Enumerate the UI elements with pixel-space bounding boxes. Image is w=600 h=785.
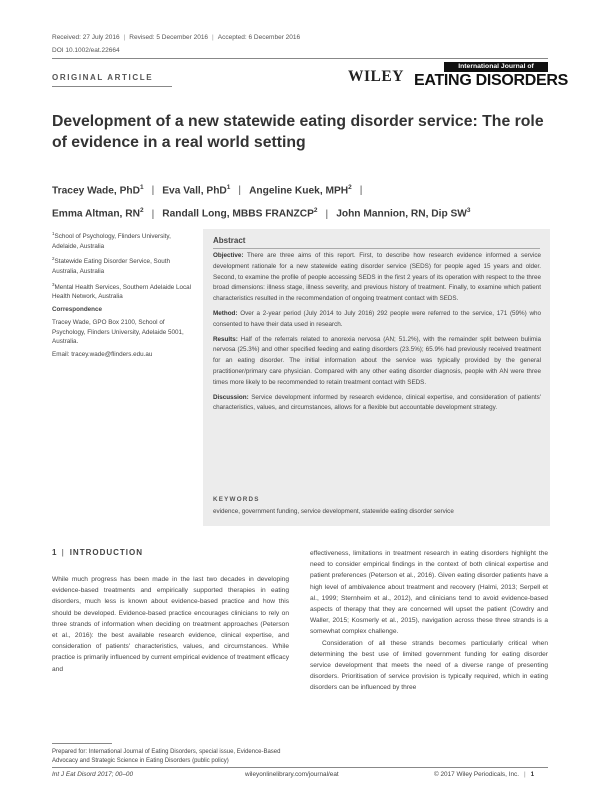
affiliations xyxy=(52,229,192,363)
author-affiliation-mark: 2 xyxy=(313,207,318,215)
body-column-right xyxy=(310,548,548,694)
journal-name-main: EATING DISORDERS xyxy=(414,72,569,89)
footer-right: © 2017 Wiley Periodicals, Inc. | 1 xyxy=(434,771,535,778)
journal-name-top: International Journal of xyxy=(444,62,548,72)
abstract-results xyxy=(213,335,541,389)
affiliation-text: Mental Health Services, Southern Adelaide Local Health Network, Australia xyxy=(52,283,192,301)
publisher-logo: WILEY xyxy=(348,68,404,85)
affiliation-text: School of Psychology, Flinders University, Adelaide, Australia xyxy=(52,233,171,250)
body-paragraph: effectiveness, limitations in treatment research in eating disorders highlight the need to consider empirical findings in the context of both clinical expertise and patient preferences (Peterson et al., 2016). Given eating disorder patients have a high level of ambivalence about treatment and recovery (Halmi, 2013; Serpell et al., 1999; Sternheim et al., 2012), and clinicians tend to avoid evidence-based aspects of therapy that they are concerned will upset the patient (Cowdry and Waller, 2015; Kosmerly et al., 2015), navigation across these three strands is a somewhat complex challenge. xyxy=(310,550,548,636)
abstract-box xyxy=(203,229,550,526)
footer-divider xyxy=(52,767,548,768)
author-name: John Mannion, RN, Dip SW xyxy=(336,208,467,220)
correspondence-address: Tracey Wade, GPO Box 2100, School of Psychology, Flinders University, Adelaide 5001, Australia. xyxy=(52,319,184,345)
footer-url[interactable]: wileyonlinelibrary.com/journal/eat xyxy=(245,771,339,778)
body-paragraph: Consideration of all these strands becomes particularly critical when determining the best use of limited government funding for eating disorder service development that meets the need of a diverse range of presenting disorders. Prioritisation of service provision is typically required, which in eating disorders can be influenced by three xyxy=(310,639,548,692)
correspondence-email[interactable]: Email: tracey.wade@flinders.edu.au xyxy=(52,350,153,358)
received-date: Received: 27 July 2016 xyxy=(52,34,120,41)
article-title: Development of a new statewide eating disorder service: The role of evidence in a real world setting xyxy=(52,113,544,151)
author-affiliation-mark: 1 xyxy=(226,184,231,191)
correspondence-heading: Correspondence xyxy=(52,306,103,314)
abstract-section-text: Service development informed by research evidence, clinical expertise, and consideration of patients' characteristics, values, and circumstances, allows for a flexible but accountable development strategy. xyxy=(213,393,541,412)
header-divider xyxy=(52,58,548,59)
abstract-body xyxy=(213,251,541,418)
abstract-section-text: Over a 2-year period (July 2014 to July 2016) 292 people were referred to the service, 171 (59%) who consented to have their data used in research. xyxy=(213,309,542,328)
abstract-section-label: Method: xyxy=(213,309,238,317)
affiliation-item xyxy=(52,254,192,276)
author-list xyxy=(52,178,552,225)
footnote-divider xyxy=(52,743,112,744)
author-name: Angeline Kuek, MPH xyxy=(249,185,349,197)
author-name: Emma Altman, RN xyxy=(52,208,140,220)
affiliation-mark: 3 xyxy=(52,281,55,287)
section-title: INTRODUCTION xyxy=(69,548,144,557)
abstract-method xyxy=(213,309,541,331)
section-separator: | xyxy=(61,548,65,557)
abstract-discussion xyxy=(213,393,541,415)
affiliation-item xyxy=(52,229,192,251)
affiliation-item xyxy=(52,280,192,302)
abstract-objective xyxy=(213,251,541,305)
author-affiliation-mark: 3 xyxy=(466,207,471,215)
section-heading-introduction xyxy=(52,548,143,557)
article-type: ORIGINAL ARTICLE xyxy=(52,73,154,82)
author-affiliation-mark: 2 xyxy=(139,207,144,215)
keywords-heading: KEYWORDS xyxy=(213,496,260,503)
body-paragraph: While much progress has been made in the last two decades in developing evidence-based treatments and empirically supported therapies in eating disorders, much less is known about evidence-based practice and how this should be developed. Evidence-based practice encourages clinicians to rely on three strands of information when deciding on treatment approaches (Peterson et al., 2016): the best available research evidence, clinical expertise, and consideration of patients' characteristics, values, and circumstances. While practice is primarily influenced by current empirical evidence of treatment efficacy and xyxy=(52,576,289,673)
author-name: Randall Long, MBBS FRANZCP xyxy=(162,208,314,220)
affiliation-mark: 2 xyxy=(52,256,55,262)
author-affiliation-mark: 1 xyxy=(139,184,144,191)
author-name: Eva Vall, PhD xyxy=(162,185,227,197)
revised-date: Revised: 5 December 2016 xyxy=(129,34,209,41)
abstract-section-text: Half of the referrals related to anorexia nervosa (AN; 51.2%), with the remainder split between bulimia nervosa (25.3%) and other specified feeding and eating disorders (23.5%); 65.9% had previously received treatment for an eating disorder. The initial information about the service was typically provided by the general practitioner/primary care physician. Compared with any other eating disorder diagnosis, people with AN were three times more likely to be recommended to retain treatment contact with SEDS. xyxy=(213,335,541,386)
footer-copyright: © 2017 Wiley Periodicals, Inc. xyxy=(434,771,519,778)
accepted-date: Accepted: 6 December 2016 xyxy=(217,34,301,41)
abstract-section-text: There are three aims of this report. First, to describe how research evidence informed a service development rationale for a new statewide eating disorder service (SEDS) for people aged 15 years and older. Second, to examine the profile of people accessing SEDS in the first 2 years of its operation with respect to the three broad dimensions: illness stage, illness severity, and previous history of treatment. Finally, to examine which patient characteristics resulted in the recommendation of ongoing treatment contact with SEDS. xyxy=(213,252,541,303)
page-number: 1 xyxy=(530,771,535,778)
abstract-section-label: Results: xyxy=(213,335,238,343)
author-affiliation-mark: 2 xyxy=(348,184,352,191)
affiliation-mark: 1 xyxy=(52,231,55,236)
author-line-2: Emma Altman, $RN^2$ | Randall Long, MBBS FRANZCP$^2$ | John Mannion, RN, Dip $SW^3$ xyxy=(52,207,471,220)
affiliation-text: Statewide Eating Disorder Service, South Australia, Australia xyxy=(52,258,171,275)
keywords: evidence, government funding, service development, statewide eating disorder service xyxy=(213,508,454,515)
section-number: 1 xyxy=(52,548,57,557)
article-type-underline xyxy=(52,86,172,87)
footnote: Prepared for: International Journal of Eating Disorders, special issue, Evidence-Based Advocacy and Strategic Science in Eating Disorders (public policy) xyxy=(52,749,281,764)
author-line-1: Tracey Wade, PhD$^1$ | Eva Vall, PhD$^1$ | Angeline Kuek, MPH$^2$ | xyxy=(52,184,363,197)
abstract-divider xyxy=(213,248,540,249)
body-column-left xyxy=(52,574,289,675)
abstract-section-label: Discussion: xyxy=(213,393,249,401)
footer-citation: Int J Eat Disord 2017; 00–00 xyxy=(52,771,134,778)
author-name: Tracey Wade, PhD xyxy=(52,185,140,197)
abstract-heading: Abstract xyxy=(213,236,246,245)
article-dates: Received: 27 July 2016 | Revised: 5 December 2016 | Accepted: 6 December 2016 xyxy=(52,34,301,41)
doi: DOI 10.1002/eat.22664 xyxy=(52,47,120,54)
abstract-section-label: Objective: xyxy=(213,252,244,259)
journal-logo xyxy=(348,61,569,89)
